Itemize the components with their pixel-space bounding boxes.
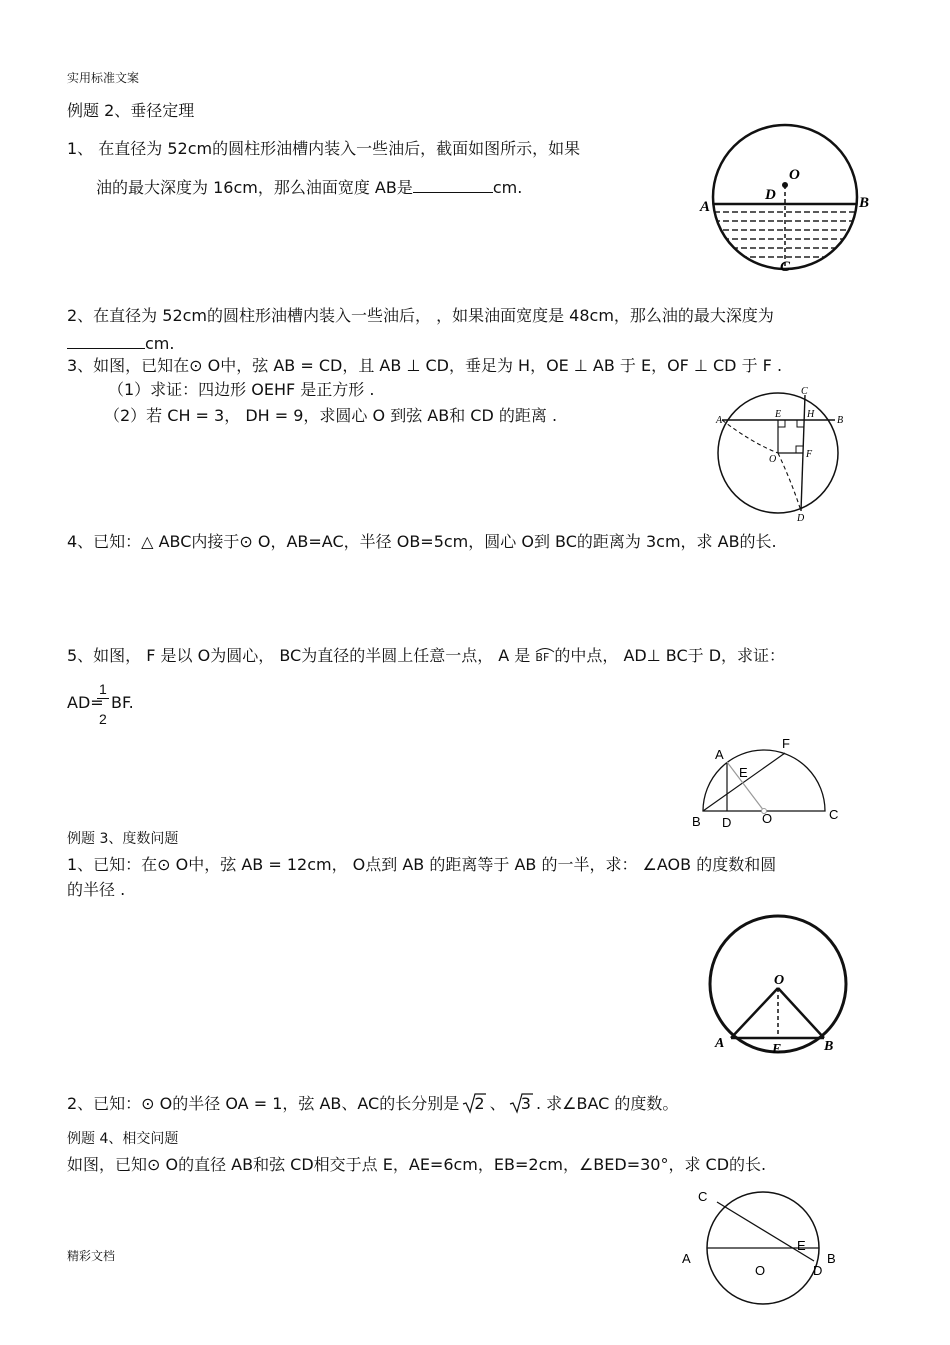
sqrt-3 — [511, 1096, 531, 1112]
answer-blank — [413, 178, 493, 193]
problem2-2-line2 — [67, 334, 174, 352]
problem2-1-text: 油的最大深度为 16cm，那么油面宽度 AB是 — [96, 178, 413, 197]
arc-mark-icon — [535, 647, 555, 653]
example2-title: 例题 2、垂径定理 — [67, 101, 195, 120]
label-e: E — [775, 409, 782, 420]
problem2-3-line1: 3、如图，已知在⊙ O中，弦 AB = CD，且 AB ⊥ CD，垂足为 H，OE ⊥ AB 于 E，OF ⊥ CD 于 F . — [67, 356, 783, 375]
problem3-2-text-b: . 求∠BAC 的度数。 — [535, 1094, 679, 1113]
label-e: E — [797, 1238, 806, 1253]
arc-bf-symbol — [535, 652, 549, 663]
problem2-5-ad: AD= — [67, 693, 104, 712]
label-o: O — [762, 811, 773, 826]
seg-oa — [731, 988, 778, 1038]
figure-oil-tank — [695, 115, 870, 277]
problem2-5-bf: BF. — [111, 693, 134, 712]
seg-ob — [778, 988, 824, 1038]
right-angle-f — [796, 446, 803, 453]
problem2-3-line3: （2）若 CH = 3， DH = 9，求圆心 O 到弦 AB和 CD 的距离 . — [104, 406, 558, 425]
problem2-4: 4、已知：△ ABC内接于⊙ O，AB=AC，半径 OB=5cm，圆心 O到 BC的距离为 3cm，求 AB的长. — [67, 532, 777, 551]
label-o: O — [789, 167, 800, 183]
label-b: B — [824, 1039, 834, 1054]
page-header: 实用标准文案 — [67, 71, 140, 85]
label-d: D — [765, 187, 776, 203]
sqrt-sign-icon — [462, 1092, 486, 1114]
label-a: A — [715, 1036, 725, 1051]
label-o: O — [769, 454, 777, 465]
problem2-5-text-b: 的中点， AD⊥ BC于 D，求证： — [554, 646, 786, 665]
label-b: B — [837, 415, 844, 426]
label-a: A — [682, 1251, 691, 1266]
fraction-numerator: 1 — [99, 681, 107, 697]
problem2-1-line2 — [96, 178, 522, 196]
label-o: O — [774, 973, 785, 988]
problem2-1-line1: 1、 在直径为 52cm的圆柱形油槽内装入一些油后，截面如图所示，如果 — [67, 139, 581, 158]
problem3-2-sep: 、 — [489, 1094, 506, 1113]
fraction-denominator: 2 — [99, 711, 107, 727]
sqrt-2-value: 2 — [474, 1094, 485, 1113]
problem3-1-line2: 的半径 . — [67, 880, 126, 899]
label-h: H — [807, 409, 815, 420]
right-angle-e — [778, 420, 785, 427]
problem3-2 — [67, 1096, 678, 1112]
example3-title: 例题 3、度数问题 — [67, 831, 179, 847]
label-a: A — [700, 199, 711, 215]
sqrt-sign-icon — [509, 1092, 533, 1114]
label-b: B — [859, 195, 870, 211]
figure-diameter-chord — [675, 1185, 845, 1305]
problem3-1-line1: 1、已知：在⊙ O中，弦 AB = 12cm， O点到 AB 的距离等于 AB 的一半，求： ∠AOB 的度数和圆 — [67, 855, 777, 874]
label-a: A — [715, 747, 724, 762]
label-b: B — [692, 814, 701, 829]
figure-semicircle — [685, 735, 845, 830]
label-d: D — [722, 815, 732, 830]
label-a: A — [716, 415, 723, 426]
label-f: F — [806, 449, 813, 460]
arc-bf-label: BF — [535, 651, 550, 664]
right-angle-h — [797, 420, 804, 427]
dashed-oa — [722, 420, 778, 453]
example4-title: 例题 4、相交问题 — [67, 1131, 179, 1147]
sqrt-2 — [464, 1096, 484, 1112]
label-e: E — [739, 765, 748, 780]
problem2-1-unit: cm. — [492, 178, 523, 197]
problem2-5-line1 — [67, 648, 785, 664]
problem2-5-text-a: 5、如图， F 是以 O为圆心， BC为直径的半圆上任意一点， A 是 — [67, 646, 531, 665]
page-footer: 精彩文档 — [67, 1249, 116, 1263]
problem3-2-text-a: 2、已知：⊙ O的半径 OA = 1，弦 AB、AC的长分别是 — [67, 1094, 460, 1113]
label-d: D — [797, 513, 805, 523]
label-c: C — [829, 807, 839, 822]
label-c: C — [801, 386, 808, 397]
label-o: O — [755, 1263, 766, 1278]
label-f: F — [782, 736, 790, 751]
problem2-2-unit: cm. — [145, 334, 175, 353]
sqrt-3-value: 3 — [520, 1094, 531, 1113]
label-d: D — [813, 1263, 823, 1278]
label-c: C — [698, 1189, 708, 1204]
dashed-od — [778, 453, 801, 511]
fraction-bar — [97, 698, 109, 699]
figure-triangle-aob — [702, 912, 852, 1062]
problem2-3-line2: （1）求证：四边形 OEHF 是正方形 . — [108, 380, 375, 399]
label-c: C — [780, 259, 791, 275]
problem4-1: 如图，已知⊙ O的直径 AB和弦 CD相交于点 E，AE=6cm，EB=2cm，∠BED=30°，求 CD的长. — [67, 1155, 767, 1174]
answer-blank — [67, 334, 145, 349]
label-e: E — [772, 1042, 782, 1057]
label-b: B — [827, 1251, 836, 1266]
center-point — [782, 182, 788, 188]
problem2-2-line1: 2、在直径为 52cm的圆柱形油槽内装入一些油后， ，如果油面宽度是 48cm，那么油的最大深度为 — [67, 306, 774, 325]
figure-perpendicular-chords — [712, 383, 848, 523]
